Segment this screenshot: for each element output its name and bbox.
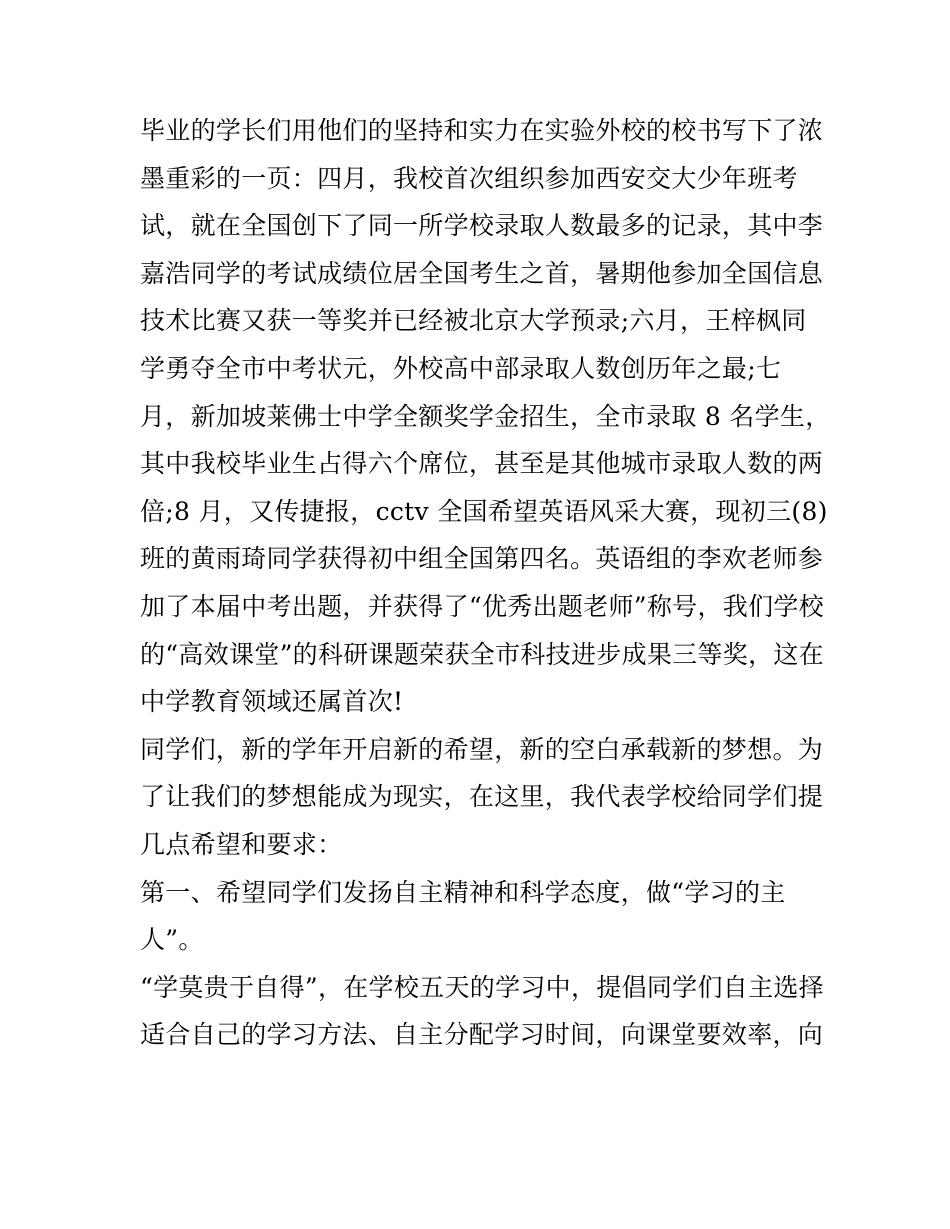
text-line: 几点希望和要求： xyxy=(140,829,343,859)
body-text xyxy=(140,107,831,1059)
text-line: “学莫贵于自得”，在学校五天的学习中，提倡同学们自主选择 xyxy=(140,972,824,1002)
text-line: 毕业的学长们用他们的坚持和实力在实验外校的校书写下了浓 xyxy=(140,116,824,145)
text-line: 试，就在全国创下了同一所学校录取人数最多的记录，其中李 xyxy=(140,211,824,241)
text-line: 学勇夺全市中考状元，外校高中部录取人数创历年之最;七 xyxy=(140,353,782,383)
text-line: 嘉浩同学的考试成绩位居全国考生之首，暑期他参加全国信息 xyxy=(140,258,824,288)
text-line: 同学们，新的学年开启新的希望，新的空白承载新的梦想。为 xyxy=(140,734,824,764)
text-line: 了让我们的梦想能成为现实，在这里，我代表学校给同学们提 xyxy=(140,782,824,812)
text-line: 月，新加坡莱佛士中学全额奖学金招生，全市录取 8 名学生， xyxy=(140,401,831,431)
text-line: 墨重彩的一页：四月，我校首次组织参加西安交大少年班考 xyxy=(140,163,798,193)
text-line: 的“高效课堂”的科研课题荣获全市科技进步成果三等奖，这在 xyxy=(140,639,824,669)
text-line: 人”。 xyxy=(140,925,204,955)
text-line: 班的黄雨琦同学获得初中组全国第四名。英语组的李欢老师参 xyxy=(140,544,824,574)
text-line: 技术比赛又获一等奖并已经被北京大学预录;六月，王梓枫同 xyxy=(140,306,807,336)
text-line: 倍;8 月，又传捷报，cctv 全国希望英语风采大赛，现初三(8) xyxy=(140,496,828,526)
text-line: 中学教育领域还属首次! xyxy=(140,687,404,717)
text-line: 其中我校毕业生占得六个席位，甚至是其他城市录取人数的两 xyxy=(140,449,824,479)
text-line: 第一、希望同学们发扬自主精神和科学态度，做“学习的主 xyxy=(140,877,786,907)
text-line: 加了本届中考出题，并获得了“优秀出题老师”称号，我们学校 xyxy=(140,591,824,621)
text-line: 适合自己的学习方法、自主分配学习时间，向课堂要效率，向 xyxy=(140,1020,824,1050)
